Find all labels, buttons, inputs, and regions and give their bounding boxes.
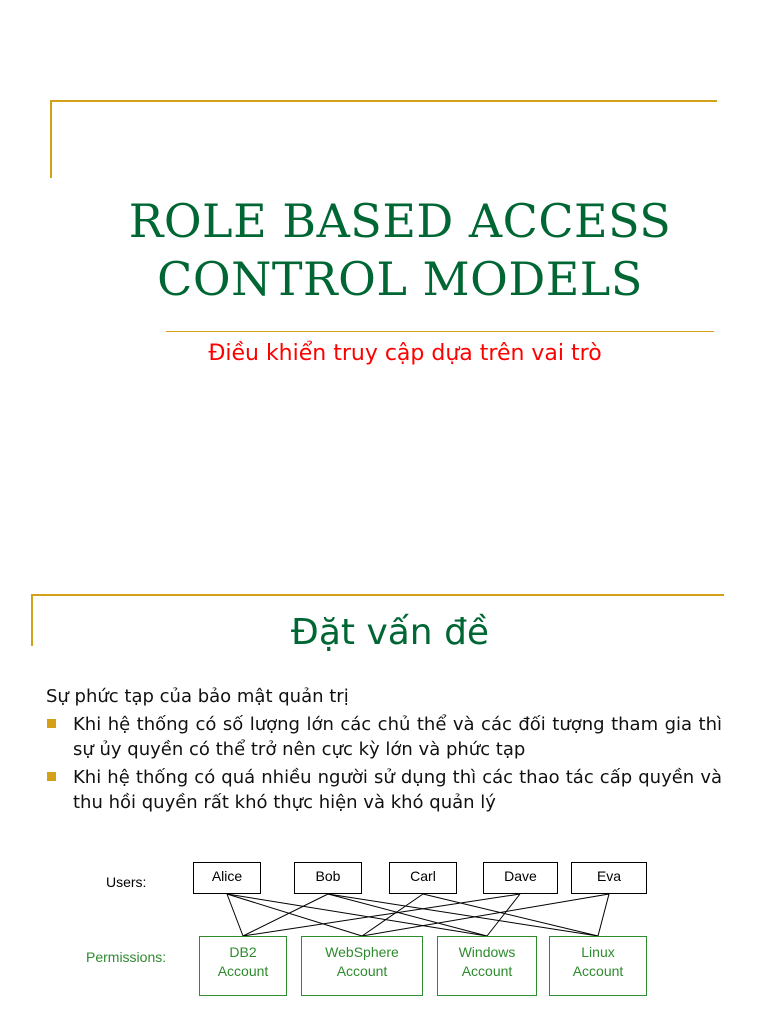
permission-line2: Account — [336, 963, 388, 979]
users-label: Users: — [106, 874, 147, 890]
user-box-carl: Carl — [389, 862, 457, 894]
connection-line — [598, 894, 609, 936]
bullet-item — [46, 712, 722, 762]
bullet-text: Khi hệ thống có quá nhiều người sử dụng thì các thao tác cấp quyền và thu hồi quyền rất khó thực hiện và khó quản lý — [73, 767, 722, 813]
connection-line — [227, 894, 362, 936]
slide1-frame-top-line — [50, 100, 717, 102]
permission-line2: Account — [217, 963, 269, 979]
permissions-label: Permissions: — [86, 949, 167, 965]
slide1-subtitle: Điều khiển truy cập dựa trên vai trò — [208, 341, 602, 366]
bullet-square-icon — [47, 772, 56, 781]
permission-line2: Account — [461, 963, 513, 979]
permission-line1: Windows — [458, 944, 516, 960]
bullet-square-icon — [47, 719, 56, 728]
permission-line1: Linux — [581, 944, 615, 960]
bullet-text: Khi hệ thống có số lượng lớn các chủ thể và các đối tượng tham gia thì sự ủy quyền có thể trở nên cực kỳ lớn và phức tạp — [73, 714, 722, 760]
connection-line — [487, 894, 520, 936]
bullet-item — [46, 765, 722, 815]
slide1-title: ROLE BASED ACCESS CONTROL MODELS — [128, 194, 672, 306]
permission-box-db2 — [199, 936, 287, 996]
user-box-bob: Bob — [294, 862, 362, 894]
slide1-frame-left-line — [50, 100, 52, 178]
users-permissions-diagram — [80, 856, 680, 1006]
slide2-title: Đặt vấn đề — [290, 612, 490, 653]
permission-line1: DB2 — [229, 944, 257, 960]
permission-box-linux — [549, 936, 647, 996]
connection-line — [227, 894, 243, 936]
slide2-frame-top-line — [31, 594, 724, 596]
permission-line2: Account — [572, 963, 624, 979]
permission-box-windows — [437, 936, 537, 996]
user-box-eva: Eva — [571, 862, 647, 894]
slide2-intro: Sự phức tạp của bảo mật quản trị — [46, 686, 349, 707]
user-box-dave: Dave — [483, 862, 558, 894]
permission-line1: WebSphere — [325, 944, 399, 960]
user-box-alice: Alice — [193, 862, 261, 894]
slide1-title-underline — [166, 331, 714, 332]
permission-box-websphere — [301, 936, 423, 996]
slide2-body — [46, 684, 722, 818]
